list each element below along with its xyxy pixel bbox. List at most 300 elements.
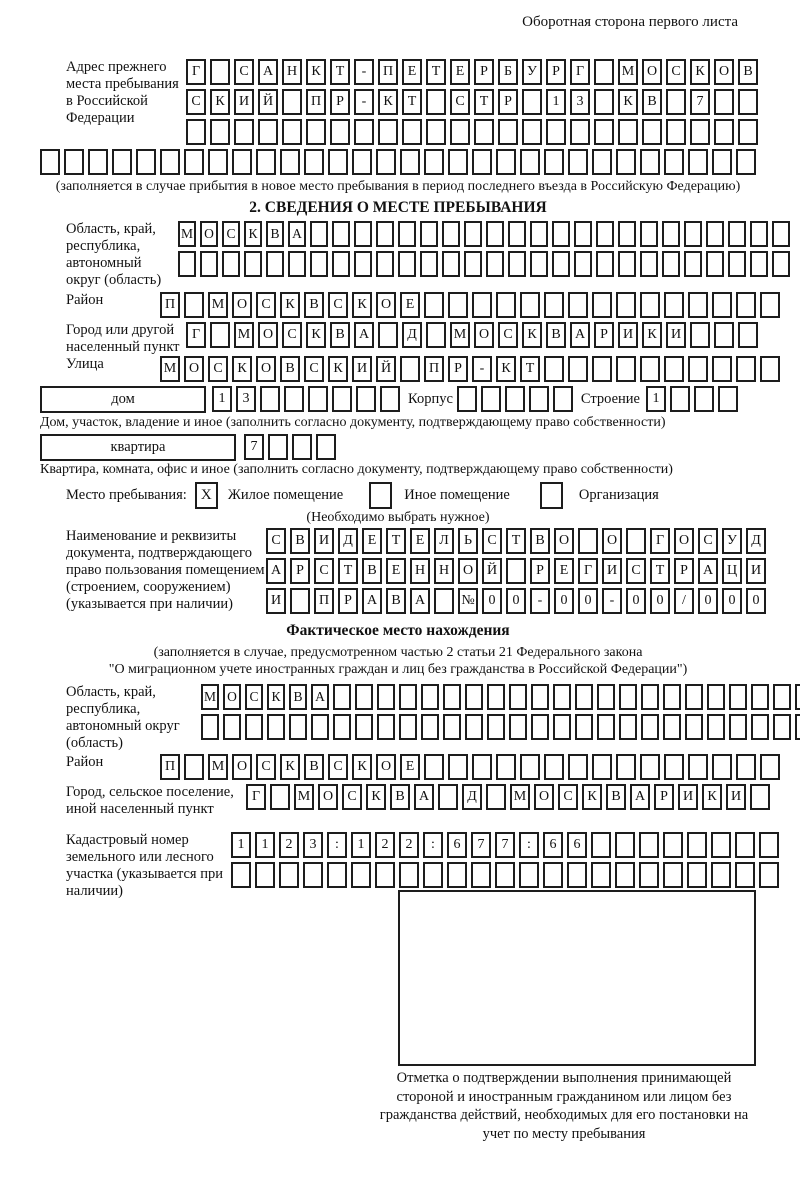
char-box[interactable] [574,221,592,247]
char-box[interactable]: Е [386,558,406,584]
char-box[interactable]: 1 [212,386,232,412]
char-box[interactable]: 3 [236,386,256,412]
char-box[interactable] [552,251,570,277]
char-box[interactable]: Т [506,528,526,554]
char-box[interactable] [640,356,660,382]
char-box[interactable] [531,684,549,710]
char-box[interactable] [544,292,564,318]
char-box[interactable]: У [522,59,542,85]
char-box[interactable] [544,754,564,780]
char-box[interactable]: К [306,59,326,85]
char-box[interactable]: О [232,292,252,318]
char-box[interactable]: К [280,292,300,318]
char-box[interactable] [735,862,755,888]
char-box[interactable] [310,251,328,277]
char-box[interactable] [529,386,549,412]
char-box[interactable] [553,386,573,412]
char-box[interactable] [707,684,725,710]
char-box[interactable] [594,119,614,145]
char-box[interactable] [505,386,525,412]
char-box[interactable]: К [328,356,348,382]
char-box[interactable] [354,119,374,145]
char-box[interactable] [486,221,504,247]
char-box[interactable] [200,251,218,277]
char-box[interactable]: П [378,59,398,85]
char-box[interactable]: Т [386,528,406,554]
char-box[interactable] [399,684,417,710]
char-box[interactable]: К [267,684,285,710]
char-box[interactable]: М [450,322,470,348]
char-box[interactable] [520,149,540,175]
char-box[interactable]: 2 [375,832,395,858]
char-box[interactable]: : [423,832,443,858]
kvartira-box[interactable] [40,434,236,461]
char-box[interactable] [714,119,734,145]
char-box[interactable] [592,356,612,382]
char-box[interactable] [508,221,526,247]
checkbox-inoe[interactable] [369,482,392,509]
char-box[interactable] [688,356,708,382]
char-box[interactable]: 0 [722,588,742,614]
char-box[interactable] [282,89,302,115]
char-box[interactable] [615,862,635,888]
char-box[interactable]: Р [530,558,550,584]
char-box[interactable]: Г [650,528,670,554]
char-box[interactable] [290,588,310,614]
char-box[interactable]: Т [650,558,670,584]
char-box[interactable] [472,754,492,780]
char-box[interactable]: Р [330,89,350,115]
char-box[interactable]: Е [362,528,382,554]
char-box[interactable] [663,684,681,710]
char-box[interactable]: 6 [543,832,563,858]
char-box[interactable]: К [496,356,516,382]
char-box[interactable] [729,684,747,710]
char-box[interactable]: В [546,322,566,348]
char-box[interactable]: А [630,784,650,810]
char-box[interactable] [234,119,254,145]
char-box[interactable] [670,386,690,412]
char-box[interactable]: Д [402,322,422,348]
char-box[interactable] [260,386,280,412]
char-box[interactable] [616,149,636,175]
char-box[interactable]: Н [434,558,454,584]
char-box[interactable] [506,558,526,584]
char-box[interactable]: А [288,221,306,247]
char-box[interactable] [591,832,611,858]
char-box[interactable]: В [289,684,307,710]
char-box[interactable] [112,149,132,175]
char-box[interactable]: М [234,322,254,348]
char-box[interactable]: Р [498,89,518,115]
char-box[interactable]: 1 [646,386,666,412]
char-box[interactable]: О [376,754,396,780]
char-box[interactable]: Р [290,558,310,584]
char-box[interactable]: Й [482,558,502,584]
char-box[interactable] [245,714,263,740]
char-box[interactable] [88,149,108,175]
char-box[interactable]: Е [450,59,470,85]
char-box[interactable] [641,684,659,710]
char-box[interactable]: 0 [626,588,646,614]
char-box[interactable]: - [602,588,622,614]
char-box[interactable] [184,754,204,780]
char-box[interactable] [759,862,779,888]
char-box[interactable]: О [200,221,218,247]
char-box[interactable] [795,714,800,740]
char-box[interactable] [424,292,444,318]
char-box[interactable] [40,149,60,175]
char-box[interactable] [750,784,770,810]
char-box[interactable] [712,754,732,780]
char-box[interactable] [332,251,350,277]
char-box[interactable] [520,754,540,780]
char-box[interactable] [311,714,329,740]
char-box[interactable] [616,754,636,780]
char-box[interactable] [592,149,612,175]
char-box[interactable] [520,292,540,318]
char-box[interactable]: К [306,322,326,348]
char-box[interactable] [267,714,285,740]
char-box[interactable] [759,832,779,858]
char-box[interactable] [639,832,659,858]
char-box[interactable] [258,119,278,145]
char-box[interactable]: Т [330,59,350,85]
char-box[interactable]: 7 [495,832,515,858]
char-box[interactable] [486,784,506,810]
char-box[interactable] [690,119,710,145]
char-box[interactable]: 6 [567,832,587,858]
char-box[interactable] [531,714,549,740]
char-box[interactable] [772,251,790,277]
char-box[interactable] [498,119,518,145]
char-box[interactable]: С [482,528,502,554]
char-box[interactable] [398,221,416,247]
char-box[interactable] [496,149,516,175]
char-box[interactable] [443,714,461,740]
char-box[interactable]: Д [462,784,482,810]
char-box[interactable] [328,149,348,175]
char-box[interactable]: С [266,528,286,554]
char-box[interactable] [306,119,326,145]
char-box[interactable]: Р [338,588,358,614]
char-box[interactable] [641,714,659,740]
char-box[interactable]: / [674,588,694,614]
char-box[interactable]: П [160,292,180,318]
char-box[interactable]: Б [498,59,518,85]
char-box[interactable] [352,149,372,175]
char-box[interactable]: 7 [471,832,491,858]
char-box[interactable] [575,684,593,710]
char-box[interactable]: К [210,89,230,115]
char-box[interactable] [688,149,708,175]
char-box[interactable]: Р [474,59,494,85]
char-box[interactable] [354,221,372,247]
char-box[interactable] [465,684,483,710]
char-box[interactable] [442,251,460,277]
char-box[interactable] [690,322,710,348]
char-box[interactable]: 2 [399,832,419,858]
char-box[interactable] [544,356,564,382]
char-box[interactable]: И [666,322,686,348]
char-box[interactable] [663,862,683,888]
char-box[interactable]: О [318,784,338,810]
char-box[interactable] [443,684,461,710]
char-box[interactable]: С [256,754,276,780]
char-box[interactable] [568,292,588,318]
char-box[interactable]: А [570,322,590,348]
char-box[interactable]: К [378,89,398,115]
char-box[interactable] [378,322,398,348]
char-box[interactable] [662,251,680,277]
char-box[interactable]: М [160,356,180,382]
char-box[interactable] [570,119,590,145]
char-box[interactable]: И [618,322,638,348]
char-box[interactable] [244,251,262,277]
char-box[interactable] [714,89,734,115]
char-box[interactable]: Й [376,356,396,382]
char-box[interactable] [420,251,438,277]
char-box[interactable] [615,832,635,858]
char-box[interactable]: О [458,558,478,584]
char-box[interactable] [354,251,372,277]
char-box[interactable]: О [258,322,278,348]
checkbox-zhiloe[interactable]: X [195,482,218,509]
char-box[interactable] [356,386,376,412]
char-box[interactable]: В [530,528,550,554]
char-box[interactable] [750,221,768,247]
char-box[interactable]: С [666,59,686,85]
char-box[interactable] [508,251,526,277]
char-box[interactable] [471,862,491,888]
char-box[interactable] [685,714,703,740]
char-box[interactable]: О [376,292,396,318]
char-box[interactable] [400,356,420,382]
char-box[interactable]: О [232,754,252,780]
char-box[interactable]: О [554,528,574,554]
char-box[interactable] [616,356,636,382]
char-box[interactable]: Е [402,59,422,85]
char-box[interactable] [575,714,593,740]
char-box[interactable] [664,292,684,318]
char-box[interactable] [136,149,156,175]
char-box[interactable] [522,89,542,115]
char-box[interactable] [530,221,548,247]
char-box[interactable]: У [722,528,742,554]
char-box[interactable] [426,89,446,115]
char-box[interactable] [64,149,84,175]
char-box[interactable] [662,221,680,247]
char-box[interactable] [664,754,684,780]
char-box[interactable] [472,292,492,318]
char-box[interactable]: И [234,89,254,115]
char-box[interactable] [330,119,350,145]
char-box[interactable] [736,149,756,175]
char-box[interactable] [640,149,660,175]
char-box[interactable] [222,251,240,277]
char-box[interactable]: О [674,528,694,554]
char-box[interactable]: С [328,292,348,318]
char-box[interactable]: О [474,322,494,348]
char-box[interactable] [711,832,731,858]
char-box[interactable] [496,292,516,318]
char-box[interactable] [399,862,419,888]
char-box[interactable] [640,292,660,318]
char-box[interactable] [596,221,614,247]
char-box[interactable] [684,251,702,277]
char-box[interactable]: А [266,558,286,584]
char-box[interactable]: С [498,322,518,348]
char-box[interactable] [378,119,398,145]
char-box[interactable]: М [294,784,314,810]
char-box[interactable]: М [208,292,228,318]
char-box[interactable]: Т [426,59,446,85]
char-box[interactable]: 0 [482,588,502,614]
char-box[interactable]: Л [434,528,454,554]
char-box[interactable] [448,149,468,175]
char-box[interactable]: В [330,322,350,348]
char-box[interactable] [707,714,725,740]
char-box[interactable] [355,684,373,710]
char-box[interactable] [712,292,732,318]
char-box[interactable] [231,862,251,888]
char-box[interactable]: Р [594,322,614,348]
char-box[interactable] [509,684,527,710]
char-box[interactable] [351,862,371,888]
char-box[interactable] [279,862,299,888]
char-box[interactable] [380,386,400,412]
char-box[interactable]: О [184,356,204,382]
char-box[interactable] [773,684,791,710]
char-box[interactable]: 3 [570,89,590,115]
char-box[interactable]: К [352,754,372,780]
char-box[interactable] [184,149,204,175]
char-box[interactable]: - [472,356,492,382]
char-box[interactable] [687,832,707,858]
char-box[interactable] [714,322,734,348]
char-box[interactable] [457,386,477,412]
char-box[interactable] [280,149,300,175]
char-box[interactable]: С [698,528,718,554]
char-box[interactable] [423,862,443,888]
char-box[interactable]: С [314,558,334,584]
char-box[interactable] [496,754,516,780]
char-box[interactable] [544,149,564,175]
char-box[interactable]: С [328,754,348,780]
char-box[interactable] [568,754,588,780]
char-box[interactable]: Т [338,558,358,584]
char-box[interactable]: П [424,356,444,382]
char-box[interactable] [597,684,615,710]
char-box[interactable] [210,59,230,85]
char-box[interactable] [464,221,482,247]
char-box[interactable] [663,714,681,740]
char-box[interactable]: В [386,588,406,614]
char-box[interactable] [487,714,505,740]
char-box[interactable]: О [223,684,241,710]
char-box[interactable] [232,149,252,175]
char-box[interactable] [420,221,438,247]
char-box[interactable] [736,754,756,780]
char-box[interactable] [399,714,417,740]
char-box[interactable] [487,684,505,710]
char-box[interactable]: А [258,59,278,85]
char-box[interactable]: Р [674,558,694,584]
char-box[interactable] [333,684,351,710]
char-box[interactable] [597,714,615,740]
char-box[interactable] [266,251,284,277]
char-box[interactable] [728,221,746,247]
char-box[interactable] [481,386,501,412]
char-box[interactable]: О [714,59,734,85]
char-box[interactable]: В [266,221,284,247]
char-box[interactable]: О [602,528,622,554]
char-box[interactable] [284,386,304,412]
char-box[interactable]: Г [578,558,598,584]
char-box[interactable]: 1 [231,832,251,858]
char-box[interactable]: Д [746,528,766,554]
char-box[interactable] [316,434,336,460]
char-box[interactable] [208,149,228,175]
char-box[interactable] [626,528,646,554]
char-box[interactable] [434,588,454,614]
char-box[interactable] [666,119,686,145]
char-box[interactable] [186,119,206,145]
char-box[interactable]: М [208,754,228,780]
char-box[interactable]: Т [402,89,422,115]
char-box[interactable] [736,356,756,382]
char-box[interactable]: М [618,59,638,85]
char-box[interactable] [688,754,708,780]
char-box[interactable] [442,221,460,247]
char-box[interactable] [184,292,204,318]
char-box[interactable] [718,386,738,412]
char-box[interactable] [712,149,732,175]
char-box[interactable] [421,684,439,710]
char-box[interactable] [421,714,439,740]
char-box[interactable]: И [678,784,698,810]
char-box[interactable] [519,862,539,888]
char-box[interactable] [448,292,468,318]
char-box[interactable] [642,119,662,145]
char-box[interactable]: П [306,89,326,115]
char-box[interactable]: П [314,588,334,614]
char-box[interactable]: В [290,528,310,554]
char-box[interactable]: 0 [698,588,718,614]
char-box[interactable] [268,434,288,460]
char-box[interactable] [377,684,395,710]
char-box[interactable]: К [618,89,638,115]
char-box[interactable] [706,251,724,277]
char-box[interactable] [664,149,684,175]
char-box[interactable]: 0 [506,588,526,614]
char-box[interactable] [618,251,636,277]
char-box[interactable] [375,862,395,888]
char-box[interactable] [751,684,769,710]
char-box[interactable] [355,714,373,740]
char-box[interactable] [270,784,290,810]
char-box[interactable]: С [208,356,228,382]
char-box[interactable] [711,862,731,888]
char-box[interactable]: К [642,322,662,348]
char-box[interactable] [472,149,492,175]
char-box[interactable] [255,862,275,888]
char-box[interactable]: Р [654,784,674,810]
char-box[interactable] [377,714,395,740]
char-box[interactable]: : [327,832,347,858]
char-box[interactable]: 0 [554,588,574,614]
char-box[interactable]: В [606,784,626,810]
